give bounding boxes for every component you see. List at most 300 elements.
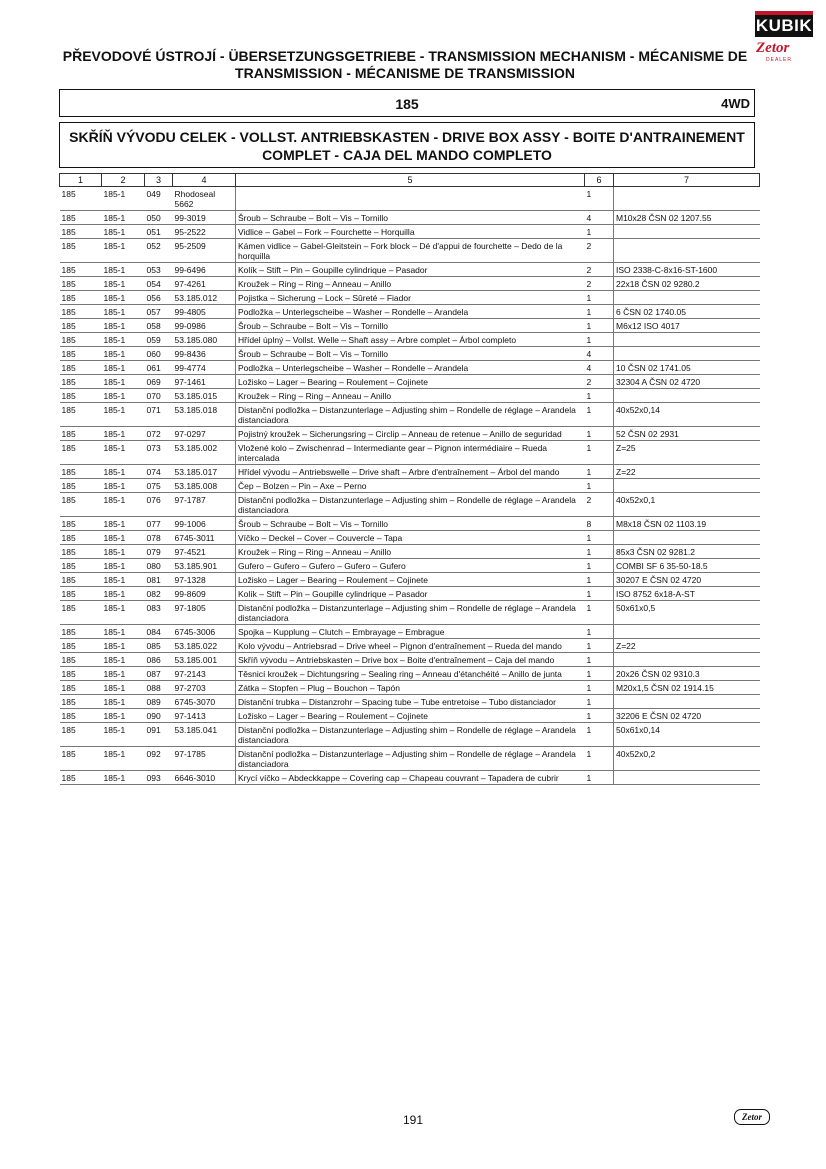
- cell-c1: 185: [60, 559, 102, 573]
- cell-c3: 053: [145, 263, 173, 277]
- cell-c3: 051: [145, 225, 173, 239]
- cell-c3: 090: [145, 709, 173, 723]
- cell-c1: 185: [60, 465, 102, 479]
- cell-c2: 185-1: [102, 427, 145, 441]
- column-header: 5: [236, 174, 585, 187]
- table-row: [60, 771, 760, 785]
- cell-c5: Kámen vidlice – Gabel-Gleitstein – Fork block – Dé d'appui de fourchette – Dedo de la horquilla: [236, 239, 585, 263]
- cell-c4: 6646-3010: [173, 771, 236, 785]
- column-header: 1: [60, 174, 102, 187]
- cell-c1: 185: [60, 333, 102, 347]
- cell-c6: 1: [585, 653, 614, 667]
- cell-c4: 97-2143: [173, 667, 236, 681]
- variant-label: 4WD: [721, 96, 750, 111]
- cell-c7: 6 ČSN 02 1740.05: [614, 305, 760, 319]
- cell-c1: 185: [60, 709, 102, 723]
- cell-c7: [614, 771, 760, 785]
- cell-c2: 185-1: [102, 587, 145, 601]
- cell-c6: 1: [585, 667, 614, 681]
- table-row: [60, 263, 760, 277]
- cell-c3: 093: [145, 771, 173, 785]
- cell-c2: 185-1: [102, 375, 145, 389]
- cell-c3: 082: [145, 587, 173, 601]
- cell-c2: 185-1: [102, 771, 145, 785]
- cell-c3: 078: [145, 531, 173, 545]
- cell-c6: 1: [585, 545, 614, 559]
- cell-c3: 080: [145, 559, 173, 573]
- table-body: [60, 187, 760, 785]
- cell-c3: 087: [145, 667, 173, 681]
- cell-c4: 53.185.008: [173, 479, 236, 493]
- table-row: [60, 517, 760, 531]
- cell-c7: 20x26 ČSN 02 9310.3: [614, 667, 760, 681]
- cell-c6: 1: [585, 333, 614, 347]
- cell-c5: Ložisko – Lager – Bearing – Roulement – Cojinete: [236, 375, 585, 389]
- cell-c4: 97-2703: [173, 681, 236, 695]
- zetor-logo: Zetor: [756, 40, 790, 56]
- cell-c7: [614, 653, 760, 667]
- cell-c1: 185: [60, 291, 102, 305]
- cell-c7: [614, 695, 760, 709]
- cell-c3: 076: [145, 493, 173, 517]
- cell-c4: 97-1328: [173, 573, 236, 587]
- cell-c5: Čep – Bolzen – Pin – Axe – Perno: [236, 479, 585, 493]
- cell-c5: Distanční podložka – Distanzunterlage – Adjusting shim – Rondelle de réglage – Arandela distanciadora: [236, 747, 585, 771]
- cell-c6: 1: [585, 601, 614, 625]
- table-row: [60, 291, 760, 305]
- table-row: [60, 601, 760, 625]
- cell-c2: 185-1: [102, 263, 145, 277]
- logo-subtitle: DEALER: [766, 57, 793, 63]
- cell-c2: 185-1: [102, 681, 145, 695]
- cell-c3: 059: [145, 333, 173, 347]
- cell-c3: 058: [145, 319, 173, 333]
- kubik-logo: KUBIK: [755, 16, 813, 35]
- cell-c4: 99-4774: [173, 361, 236, 375]
- cell-c4: 53.185.002: [173, 441, 236, 465]
- cell-c4: 53.185.080: [173, 333, 236, 347]
- cell-c2: 185-1: [102, 333, 145, 347]
- table-row: [60, 667, 760, 681]
- cell-c5: Kroužek – Ring – Ring – Anneau – Anillo: [236, 277, 585, 291]
- cell-c7: M20x1,5 ČSN 02 1914.15: [614, 681, 760, 695]
- cell-c7: M10x28 ČSN 02 1207.55: [614, 211, 760, 225]
- cell-c5: Distanční trubka – Distanzrohr – Spacing tube – Tube entretoise – Tubo distanciador: [236, 695, 585, 709]
- cell-c3: 060: [145, 347, 173, 361]
- cell-c6: 4: [585, 211, 614, 225]
- table-row: [60, 389, 760, 403]
- cell-c6: 1: [585, 319, 614, 333]
- table-row: [60, 747, 760, 771]
- cell-c7: ISO 2338-C-8x16-ST-1600: [614, 263, 760, 277]
- cell-c5: Hřídel vývodu – Antriebswelle – Drive shaft – Arbre d'entraînement – Árbol del mando: [236, 465, 585, 479]
- cell-c3: 089: [145, 695, 173, 709]
- cell-c7: [614, 187, 760, 211]
- table-row: [60, 225, 760, 239]
- cell-c3: 074: [145, 465, 173, 479]
- cell-c7: [614, 225, 760, 239]
- table-row: [60, 403, 760, 427]
- section-title: SKŘÍŇ VÝVODU CELEK - VOLLST. ANTRIEBSKASTEN - DRIVE BOX ASSY - BOITE D'ANTRAINEMENT COMPLET - CAJA DEL MANDO COMPLETO: [59, 122, 755, 168]
- cell-c1: 185: [60, 361, 102, 375]
- cell-c5: [236, 187, 585, 211]
- cell-c7: 40x52x0,1: [614, 493, 760, 517]
- cell-c4: 97-1805: [173, 601, 236, 625]
- table-row: [60, 479, 760, 493]
- table-row: [60, 427, 760, 441]
- cell-c1: 185: [60, 681, 102, 695]
- table-row: [60, 441, 760, 465]
- cell-c1: 185: [60, 225, 102, 239]
- cell-c5: Krycí víčko – Abdeckkappe – Covering cap – Chapeau couvrant – Tapadera de cubrir: [236, 771, 585, 785]
- cell-c2: 185-1: [102, 545, 145, 559]
- column-header: 7: [614, 174, 760, 187]
- cell-c7: [614, 347, 760, 361]
- table-row: [60, 639, 760, 653]
- cell-c2: 185-1: [102, 747, 145, 771]
- cell-c2: 185-1: [102, 573, 145, 587]
- cell-c1: 185: [60, 587, 102, 601]
- table-row: [60, 239, 760, 263]
- cell-c5: Distanční podložka – Distanzunterlage – Adjusting shim – Rondelle de réglage – Arandela distanciadora: [236, 723, 585, 747]
- cell-c2: 185-1: [102, 639, 145, 653]
- cell-c2: 185-1: [102, 403, 145, 427]
- cell-c6: 1: [585, 441, 614, 465]
- cell-c3: 056: [145, 291, 173, 305]
- cell-c6: 4: [585, 347, 614, 361]
- cell-c5: Těsnicí kroužek – Dichtungsring – Sealing ring – Anneau d'étanchéité – Anillo de junta: [236, 667, 585, 681]
- cell-c3: 081: [145, 573, 173, 587]
- cell-c4: 97-1785: [173, 747, 236, 771]
- cell-c2: 185-1: [102, 187, 145, 211]
- cell-c3: 070: [145, 389, 173, 403]
- cell-c2: 185-1: [102, 601, 145, 625]
- cell-c5: Pojistka – Sicherung – Lock – Sûreté – Fiador: [236, 291, 585, 305]
- cell-c5: Víčko – Deckel – Cover – Couvercle – Tapa: [236, 531, 585, 545]
- cell-c5: Zátka – Stopfen – Plug – Bouchon – Tapón: [236, 681, 585, 695]
- cell-c7: [614, 531, 760, 545]
- cell-c1: 185: [60, 601, 102, 625]
- cell-c2: 185-1: [102, 441, 145, 465]
- cell-c3: 073: [145, 441, 173, 465]
- cell-c7: M6x12 ISO 4017: [614, 319, 760, 333]
- cell-c4: 97-0297: [173, 427, 236, 441]
- table-row: [60, 587, 760, 601]
- cell-c5: Kolík – Stift – Pin – Goupille cylindrique – Pasador: [236, 587, 585, 601]
- table-row: [60, 187, 760, 211]
- table-row: [60, 709, 760, 723]
- cell-c2: 185-1: [102, 653, 145, 667]
- cell-c7: 30207 E ČSN 02 4720: [614, 573, 760, 587]
- cell-c3: 091: [145, 723, 173, 747]
- table-row: [60, 465, 760, 479]
- cell-c1: 185: [60, 211, 102, 225]
- cell-c4: 99-4805: [173, 305, 236, 319]
- cell-c5: Podložka – Unterlegscheibe – Washer – Rondelle – Arandela: [236, 361, 585, 375]
- cell-c2: 185-1: [102, 479, 145, 493]
- cell-c3: 086: [145, 653, 173, 667]
- cell-c7: [614, 625, 760, 639]
- cell-c4: 53.185.901: [173, 559, 236, 573]
- cell-c4: 97-4521: [173, 545, 236, 559]
- cell-c4: 97-1461: [173, 375, 236, 389]
- cell-c2: 185-1: [102, 667, 145, 681]
- cell-c1: 185: [60, 277, 102, 291]
- table-row: [60, 545, 760, 559]
- cell-c1: 185: [60, 403, 102, 427]
- cell-c5: Šroub – Schraube – Bolt – Vis – Tornillo: [236, 517, 585, 531]
- cell-c5: Kolík – Stift – Pin – Goupille cylindrique – Pasador: [236, 263, 585, 277]
- cell-c7: Z=22: [614, 639, 760, 653]
- cell-c6: 1: [585, 305, 614, 319]
- cell-c4: 53.185.001: [173, 653, 236, 667]
- cell-c1: 185: [60, 479, 102, 493]
- cell-c3: 077: [145, 517, 173, 531]
- cell-c6: 2: [585, 239, 614, 263]
- cell-c7: 85x3 ČSN 02 9281.2: [614, 545, 760, 559]
- cell-c3: 069: [145, 375, 173, 389]
- cell-c2: 185-1: [102, 305, 145, 319]
- cell-c3: 084: [145, 625, 173, 639]
- cell-c6: 1: [585, 291, 614, 305]
- parts-table: [59, 173, 760, 785]
- cell-c2: 185-1: [102, 709, 145, 723]
- cell-c2: 185-1: [102, 319, 145, 333]
- cell-c7: [614, 291, 760, 305]
- cell-c1: 185: [60, 441, 102, 465]
- cell-c2: 185-1: [102, 465, 145, 479]
- table-row: [60, 573, 760, 587]
- cell-c5: Ložisko – Lager – Bearing – Roulement – Cojinete: [236, 573, 585, 587]
- table-row: [60, 305, 760, 319]
- cell-c5: Šroub – Schraube – Bolt – Vis – Tornillo: [236, 347, 585, 361]
- cell-c7: [614, 239, 760, 263]
- cell-c3: 061: [145, 361, 173, 375]
- cell-c7: 22x18 ČSN 02 9280.2: [614, 277, 760, 291]
- cell-c5: Hřídel úplný – Vollst. Welle – Shaft assy – Arbre complet – Árbol completo: [236, 333, 585, 347]
- cell-c2: 185-1: [102, 517, 145, 531]
- cell-c6: 1: [585, 723, 614, 747]
- cell-c5: Šroub – Schraube – Bolt – Vis – Tornillo: [236, 211, 585, 225]
- cell-c6: 1: [585, 573, 614, 587]
- cell-c3: 054: [145, 277, 173, 291]
- cell-c1: 185: [60, 723, 102, 747]
- cell-c2: 185-1: [102, 493, 145, 517]
- cell-c2: 185-1: [102, 559, 145, 573]
- column-header: 3: [145, 174, 173, 187]
- cell-c1: 185: [60, 695, 102, 709]
- table-row: [60, 723, 760, 747]
- cell-c2: 185-1: [102, 361, 145, 375]
- cell-c4: 6745-3011: [173, 531, 236, 545]
- cell-c6: 1: [585, 403, 614, 427]
- cell-c7: 50x61x0,14: [614, 723, 760, 747]
- cell-c6: 1: [585, 639, 614, 653]
- cell-c1: 185: [60, 531, 102, 545]
- cell-c1: 185: [60, 319, 102, 333]
- cell-c7: 52 ČSN 02 2931: [614, 427, 760, 441]
- cell-c6: 1: [585, 479, 614, 493]
- cell-c1: 185: [60, 667, 102, 681]
- cell-c5: Skříň vývodu – Antriebskasten – Drive box – Boite d'entraînement – Caja del mando: [236, 653, 585, 667]
- cell-c6: 1: [585, 771, 614, 785]
- cell-c6: 2: [585, 493, 614, 517]
- cell-c1: 185: [60, 517, 102, 531]
- cell-c6: 2: [585, 263, 614, 277]
- table-header-row: [60, 174, 760, 187]
- cell-c4: 99-8436: [173, 347, 236, 361]
- cell-c3: 049: [145, 187, 173, 211]
- cell-c5: Vložené kolo – Zwischenrad – Intermediante gear – Pignon intermédiaire – Rueda intercalada: [236, 441, 585, 465]
- cell-c2: 185-1: [102, 211, 145, 225]
- cell-c1: 185: [60, 187, 102, 211]
- cell-c1: 185: [60, 389, 102, 403]
- table-row: [60, 695, 760, 709]
- cell-c6: 1: [585, 695, 614, 709]
- cell-c5: Vidlice – Gabel – Fork – Fourchette – Horquilla: [236, 225, 585, 239]
- cell-c7: 50x61x0,5: [614, 601, 760, 625]
- cell-c3: 075: [145, 479, 173, 493]
- cell-c5: Šroub – Schraube – Bolt – Vis – Tornillo: [236, 319, 585, 333]
- cell-c4: 53.185.012: [173, 291, 236, 305]
- cell-c1: 185: [60, 747, 102, 771]
- cell-c6: 1: [585, 225, 614, 239]
- cell-c4: 53.185.041: [173, 723, 236, 747]
- table-row: [60, 653, 760, 667]
- table-row: [60, 361, 760, 375]
- cell-c5: Distanční podložka – Distanzunterlage – Adjusting shim – Rondelle de réglage – Arandela distanciadora: [236, 403, 585, 427]
- cell-c2: 185-1: [102, 723, 145, 747]
- cell-c1: 185: [60, 639, 102, 653]
- cell-c4: 53.185.022: [173, 639, 236, 653]
- cell-c4: 6745-3006: [173, 625, 236, 639]
- cell-c2: 185-1: [102, 277, 145, 291]
- cell-c2: 185-1: [102, 625, 145, 639]
- cell-c3: 057: [145, 305, 173, 319]
- cell-c3: 050: [145, 211, 173, 225]
- cell-c4: 53.185.018: [173, 403, 236, 427]
- cell-c5: Ložisko – Lager – Bearing – Roulement – Cojinete: [236, 709, 585, 723]
- cell-c6: 1: [585, 681, 614, 695]
- cell-c6: 1: [585, 709, 614, 723]
- cell-c4: 53.185.017: [173, 465, 236, 479]
- cell-c4: 99-3019: [173, 211, 236, 225]
- table-row: [60, 559, 760, 573]
- cell-c1: 185: [60, 263, 102, 277]
- cell-c6: 1: [585, 625, 614, 639]
- cell-c4: 95-2509: [173, 239, 236, 263]
- cell-c5: Spojka – Kupplung – Clutch – Embrayage – Embrague: [236, 625, 585, 639]
- cell-c2: 185-1: [102, 239, 145, 263]
- cell-c7: Z=25: [614, 441, 760, 465]
- cell-c2: 185-1: [102, 347, 145, 361]
- table-row: [60, 347, 760, 361]
- table-row: [60, 493, 760, 517]
- cell-c5: Distanční podložka – Distanzunterlage – Adjusting shim – Rondelle de réglage – Arandela distanciadora: [236, 493, 585, 517]
- cell-c7: [614, 333, 760, 347]
- cell-c7: 32206 E ČSN 02 4720: [614, 709, 760, 723]
- cell-c1: 185: [60, 625, 102, 639]
- cell-c6: 1: [585, 389, 614, 403]
- cell-c5: Kroužek – Ring – Ring – Anneau – Anillo: [236, 389, 585, 403]
- cell-c3: 071: [145, 403, 173, 427]
- cell-c3: 092: [145, 747, 173, 771]
- table-row: [60, 211, 760, 225]
- cell-c6: 1: [585, 187, 614, 211]
- cell-c4: 99-0986: [173, 319, 236, 333]
- cell-c6: 2: [585, 277, 614, 291]
- column-header: 2: [102, 174, 145, 187]
- cell-c2: 185-1: [102, 291, 145, 305]
- cell-c1: 185: [60, 573, 102, 587]
- cell-c6: 1: [585, 747, 614, 771]
- cell-c1: 185: [60, 771, 102, 785]
- page-title: PŘEVODOVÉ ÚSTROJÍ - ÜBERSETZUNGSGETRIEBE - TRANSMISSION MECHANISM - MÉCANISME DE TRANSMISSION - MÉCANISME DE TRANSMISSION: [62, 48, 748, 81]
- cell-c2: 185-1: [102, 695, 145, 709]
- group-number: 185: [395, 96, 419, 112]
- cell-c3: 085: [145, 639, 173, 653]
- cell-c1: 185: [60, 493, 102, 517]
- cell-c1: 185: [60, 545, 102, 559]
- cell-c6: 4: [585, 361, 614, 375]
- table-row: [60, 625, 760, 639]
- cell-c7: ISO 8752 6x18-A-ST: [614, 587, 760, 601]
- cell-c2: 185-1: [102, 531, 145, 545]
- table-row: [60, 319, 760, 333]
- group-box: [59, 89, 755, 117]
- cell-c4: 97-1413: [173, 709, 236, 723]
- cell-c5: Gufero – Gufero – Gufero – Gufero – Gufero: [236, 559, 585, 573]
- cell-c7: 40x52x0,14: [614, 403, 760, 427]
- cell-c4: 99-1006: [173, 517, 236, 531]
- cell-c1: 185: [60, 347, 102, 361]
- cell-c5: Podložka – Unterlegscheibe – Washer – Rondelle – Arandela: [236, 305, 585, 319]
- cell-c4: 99-8609: [173, 587, 236, 601]
- cell-c5: Kroužek – Ring – Ring – Anneau – Anillo: [236, 545, 585, 559]
- table-row: [60, 531, 760, 545]
- cell-c4: 95-2522: [173, 225, 236, 239]
- cell-c4: Rhodoseal 5662: [173, 187, 236, 211]
- cell-c4: 53.185.015: [173, 389, 236, 403]
- cell-c5: Distanční podložka – Distanzunterlage – Adjusting shim – Rondelle de réglage – Arandela distanciadora: [236, 601, 585, 625]
- table-row: [60, 681, 760, 695]
- cell-c6: 1: [585, 427, 614, 441]
- cell-c2: 185-1: [102, 225, 145, 239]
- cell-c6: 1: [585, 559, 614, 573]
- cell-c6: 1: [585, 531, 614, 545]
- cell-c4: 97-4261: [173, 277, 236, 291]
- table-row: [60, 277, 760, 291]
- cell-c7: 32304 A ČSN 02 4720: [614, 375, 760, 389]
- cell-c5: Pojistný kroužek – Sicherungsring – Circlip – Anneau de retenue – Anillo de seguridad: [236, 427, 585, 441]
- cell-c5: Kolo vývodu – Antriebsrad – Drive wheel – Pignon d'entraînement – Rueda del mando: [236, 639, 585, 653]
- cell-c3: 079: [145, 545, 173, 559]
- cell-c3: 052: [145, 239, 173, 263]
- cell-c4: 97-1787: [173, 493, 236, 517]
- cell-c3: 072: [145, 427, 173, 441]
- cell-c7: 10 ČSN 02 1741.05: [614, 361, 760, 375]
- cell-c3: 083: [145, 601, 173, 625]
- footer-zetor-logo: Zetor: [734, 1109, 770, 1125]
- cell-c4: 99-6496: [173, 263, 236, 277]
- page-number: 191: [402, 1113, 424, 1127]
- column-header: 6: [585, 174, 614, 187]
- cell-c7: [614, 389, 760, 403]
- cell-c6: 8: [585, 517, 614, 531]
- table-row: [60, 375, 760, 389]
- cell-c1: 185: [60, 375, 102, 389]
- cell-c6: 1: [585, 465, 614, 479]
